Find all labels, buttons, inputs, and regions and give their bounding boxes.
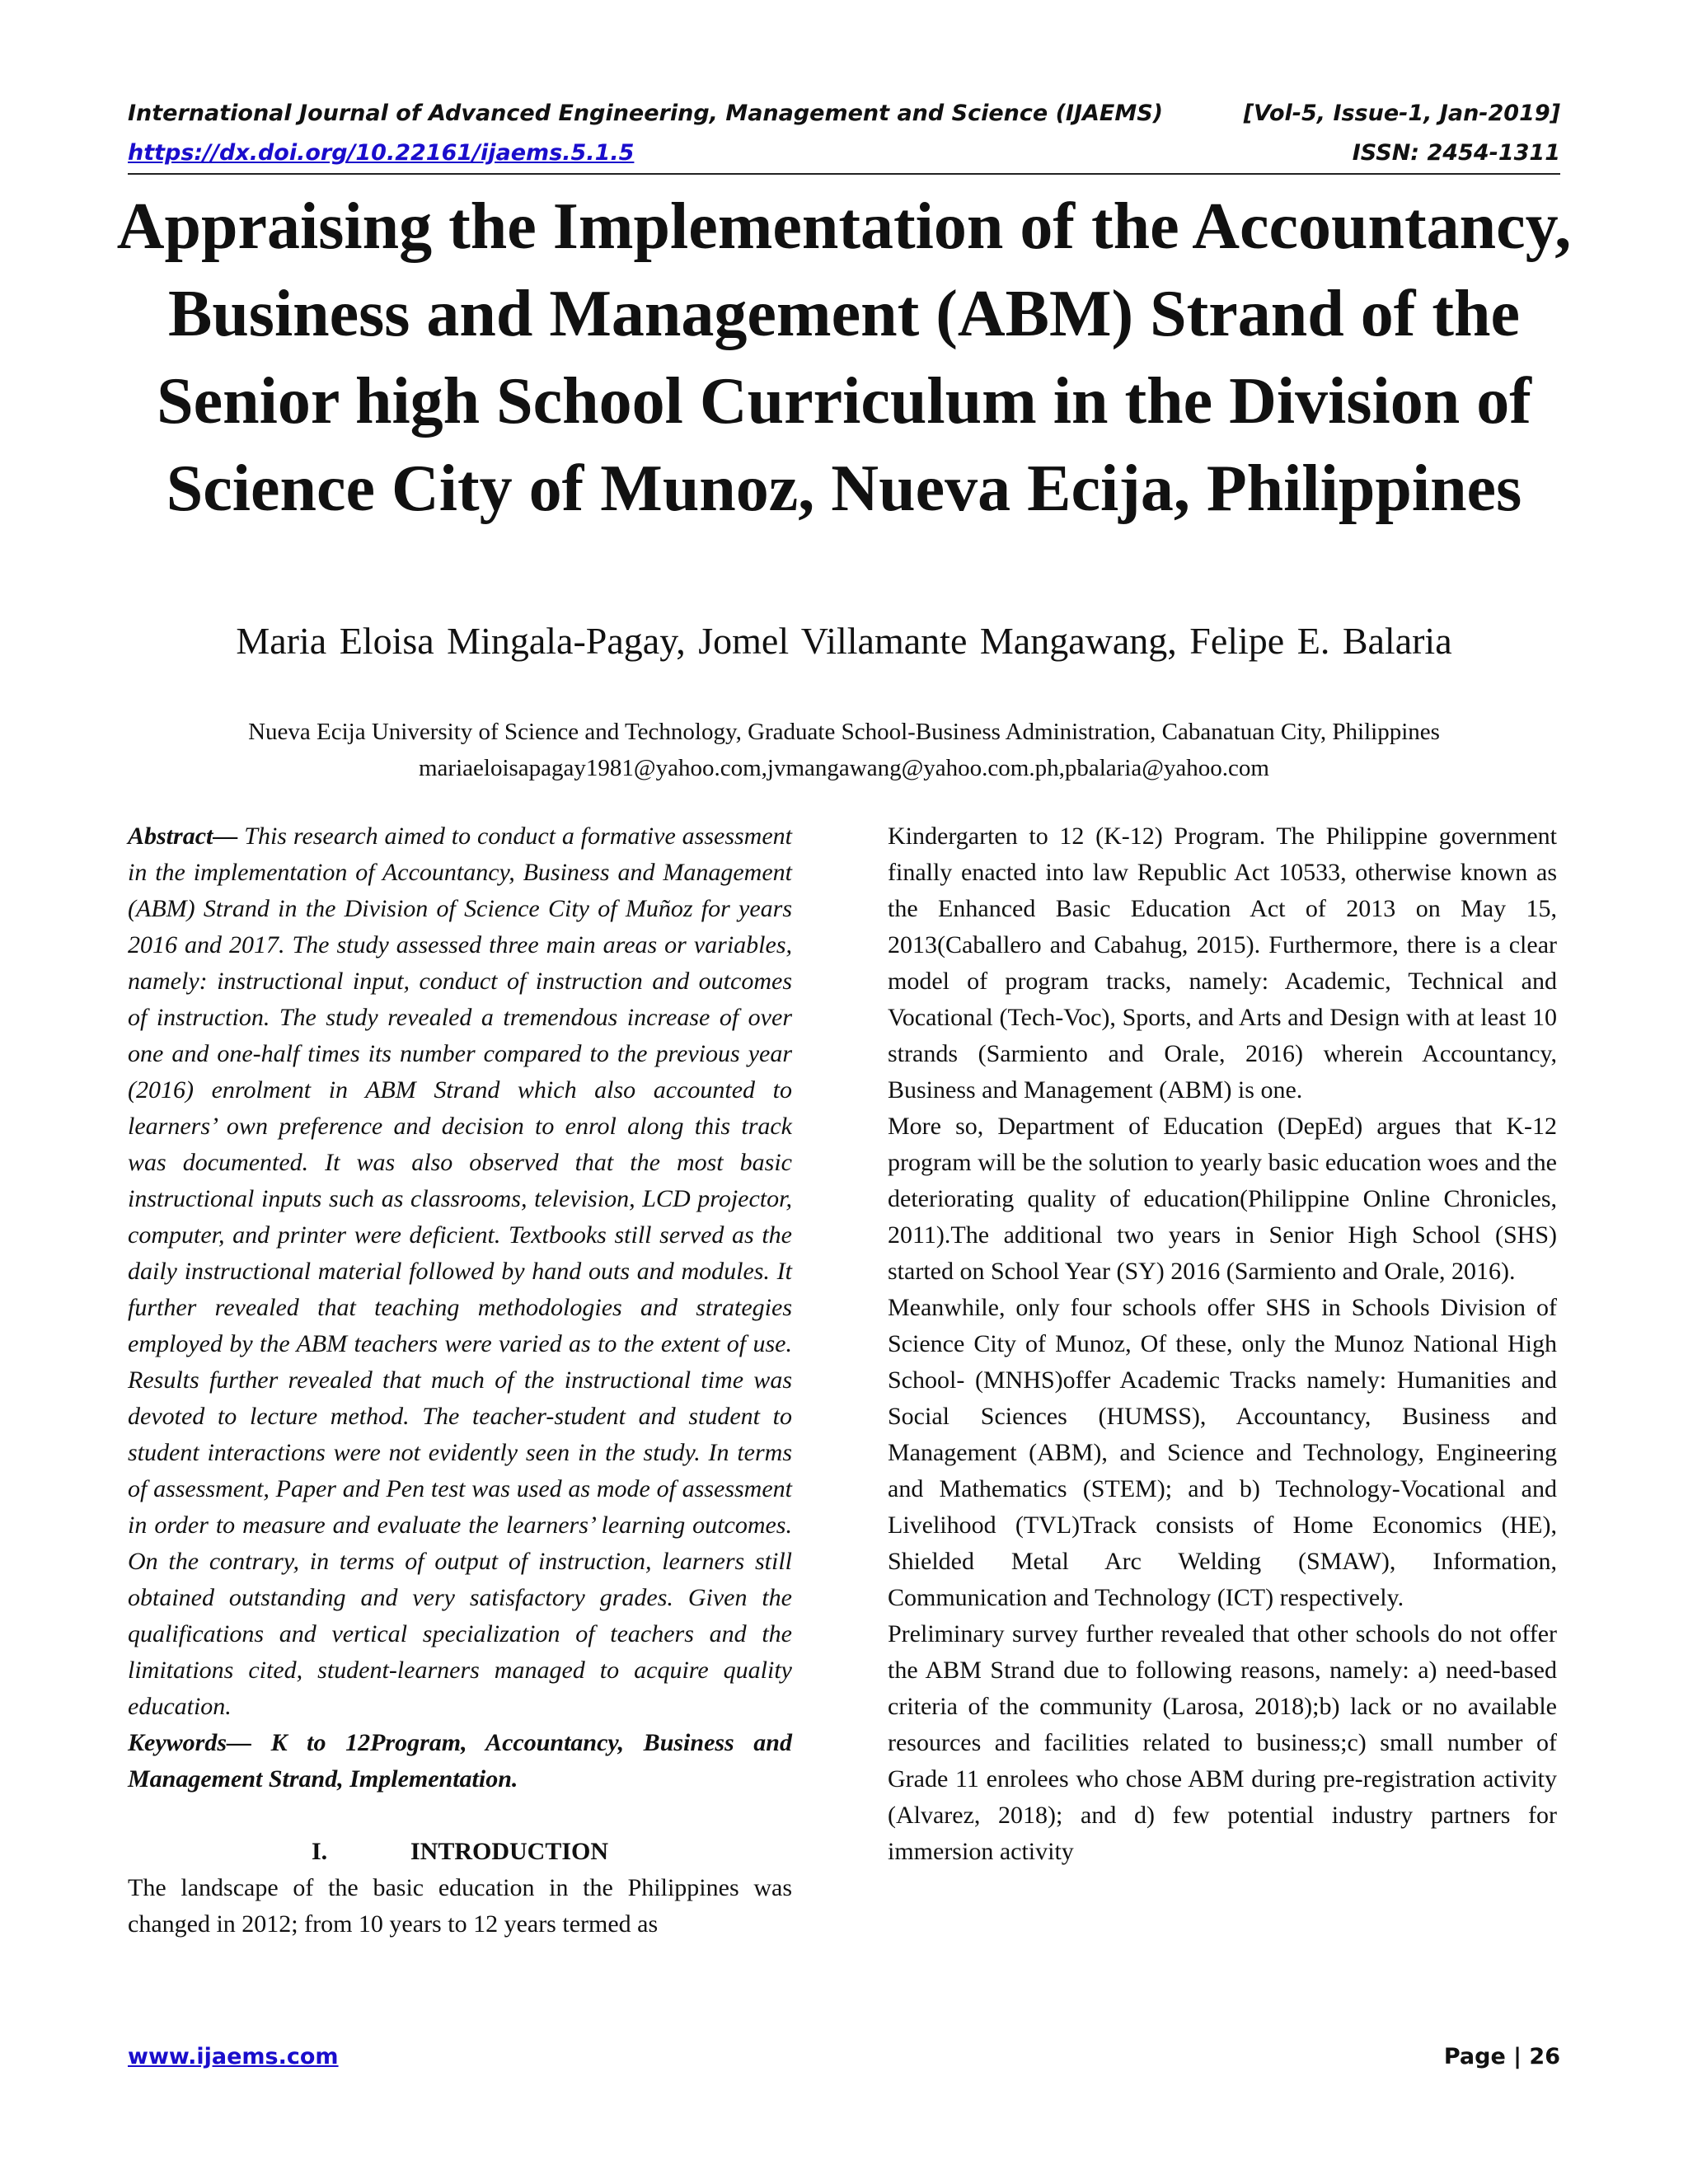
page-footer bbox=[128, 2044, 1560, 2077]
abstract-text: This research aimed to conduct a formative assessment in the implementation of Accountancy, Business and Management (ABM) Strand in the Division of Science City of Muñoz for years 2016 and 2017. The study assessed three main areas or variables, namely: instructional input, conduct of instruction and outcomes of instruction. The study revealed a tremendous increase of over one and one-half times its number compared to the previous year (2016) enrolment in ABM Strand which also accounted to learners’ own preference and decision to enrol along this track was documented. It was also observed that the most basic instructional inputs such as classrooms, television, LCD projector, computer, and printer were deficient. Textbooks still served as the daily instructional material followed by hand outs and modules. It further revealed that teaching methodologies and strategies employed by the ABM teachers were varied as to the extent of use. Results further revealed that much of the instructional time was devoted to lecture method. The teacher-student and student to student interactions were not evidently seen in the study. In terms of assessment, Paper and Pen test was used as mode of assessment in order to measure and evaluate the learners’ learning outcomes. On the contrary, in terms of output of instruction, learners still obtained outstanding and very satisfactory grades. Given the qualifications and vertical specialization of teachers and the limitations cited, student-learners managed to acquire quality education. bbox=[128, 823, 792, 1720]
section-number: I. bbox=[311, 1838, 328, 1865]
header-rule bbox=[128, 173, 1560, 175]
intro-paragraph: The landscape of the basic education in the Philippines was changed in 2012; from 10 years to 12 years termed as bbox=[128, 1874, 792, 1938]
doi-link[interactable]: https://dx.doi.org/10.22161/ijaems.5.1.5 bbox=[128, 140, 635, 166]
journal-name: International Journal of Advanced Engineering, Management and Science (IJAEMS) bbox=[128, 101, 1164, 126]
issn: ISSN: 2454-1311 bbox=[1352, 140, 1560, 166]
running-header bbox=[128, 101, 1560, 134]
paper-title: Appraising the Implementation of the Accountancy, Business and Management (ABM) Strand of the Senior high School Curriculum in the Division of Science City of Munoz, Nueva Ecija, Philippines bbox=[116, 190, 1572, 525]
volume-issue: [Vol-5, Issue-1, Jan-2019] bbox=[1243, 101, 1560, 126]
keywords: Keywords— K to 12Program, Accountancy, Business and Management Strand, Implementation. bbox=[128, 1729, 792, 1793]
abstract bbox=[128, 818, 792, 1725]
body-paragraph: Kindergarten to 12 (K-12) Program. The Philippine government finally enacted into law Republic Act 10533, otherwise known as the Enhanced Basic Education Act of 2013 on May 15, 2013(Caballero and Cabahug, 2015). Furthermore, there is a clear model of program tracks, namely: Academic, Technical and Vocational (Tech-Voc), Sports, and Arts and Design with at least 10 strands (Sarmiento and Orale, 2016) wherein Accountancy, Business and Management (ABM) is one. bbox=[888, 823, 1557, 1104]
author-list: Maria Eloisa Mingala-Pagay, Jomel Villamante Mangawang, Felipe E. Balaria bbox=[236, 620, 1452, 662]
section-heading-introduction bbox=[128, 1834, 792, 1870]
affiliation-block bbox=[115, 714, 1573, 786]
affiliation: Nueva Ecija University of Science and Technology, Graduate School-Business Administration, Cabanatuan City, Philippines bbox=[248, 719, 1440, 745]
running-header-secondary bbox=[128, 140, 1560, 173]
section-title: INTRODUCTION bbox=[410, 1838, 609, 1865]
abstract-label: Abstract— bbox=[128, 823, 238, 850]
body-paragraph: Meanwhile, only four schools offer SHS in Schools Division of Science City of Munoz, Of these, only the Munoz National High School- (MNHS)offer Academic Tracks namely: Humanities and Social Sciences (HUMSS), Accountancy, Business and Management (ABM), and Science and Technology, Engineering and Mathematics (STEM); and b) Technology-Vocational and Livelihood (TVL)Track consists of Home Economics (HE), Shielded Metal Arc Welding (SMAW), Information, Communication and Technology (ICT) respectively. bbox=[888, 1294, 1557, 1611]
left-column bbox=[128, 818, 792, 1943]
body-paragraph: More so, Department of Education (DepEd) argues that K-12 program will be the solution to yearly basic education woes and the deteriorating quality of education(Philippine Online Chronicles, 2011).The additional two years in Senior High School (SHS) started on School Year (SY) 2016 (Sarmiento and Orale, 2016). bbox=[888, 1113, 1557, 1285]
body-paragraph: Preliminary survey further revealed that other schools do not offer the ABM Strand due to following reasons, namely: a) need-based criteria of the community (Larosa, 2018);b) lack or no available resources and facilities related to business;c) small number of Grade 11 enrolees who chose ABM during pre-registration activity (Alvarez, 2018); and d) few potential industry partners for immersion activity bbox=[888, 1620, 1557, 1865]
page-number: Page | 26 bbox=[1443, 2044, 1560, 2069]
right-column bbox=[888, 818, 1557, 1870]
website-link[interactable]: www.ijaems.com bbox=[128, 2044, 339, 2069]
author-emails: mariaeloisapagay1981@yahoo.com,jvmangawang@yahoo.com.ph,pbalaria@yahoo.com bbox=[419, 755, 1269, 781]
